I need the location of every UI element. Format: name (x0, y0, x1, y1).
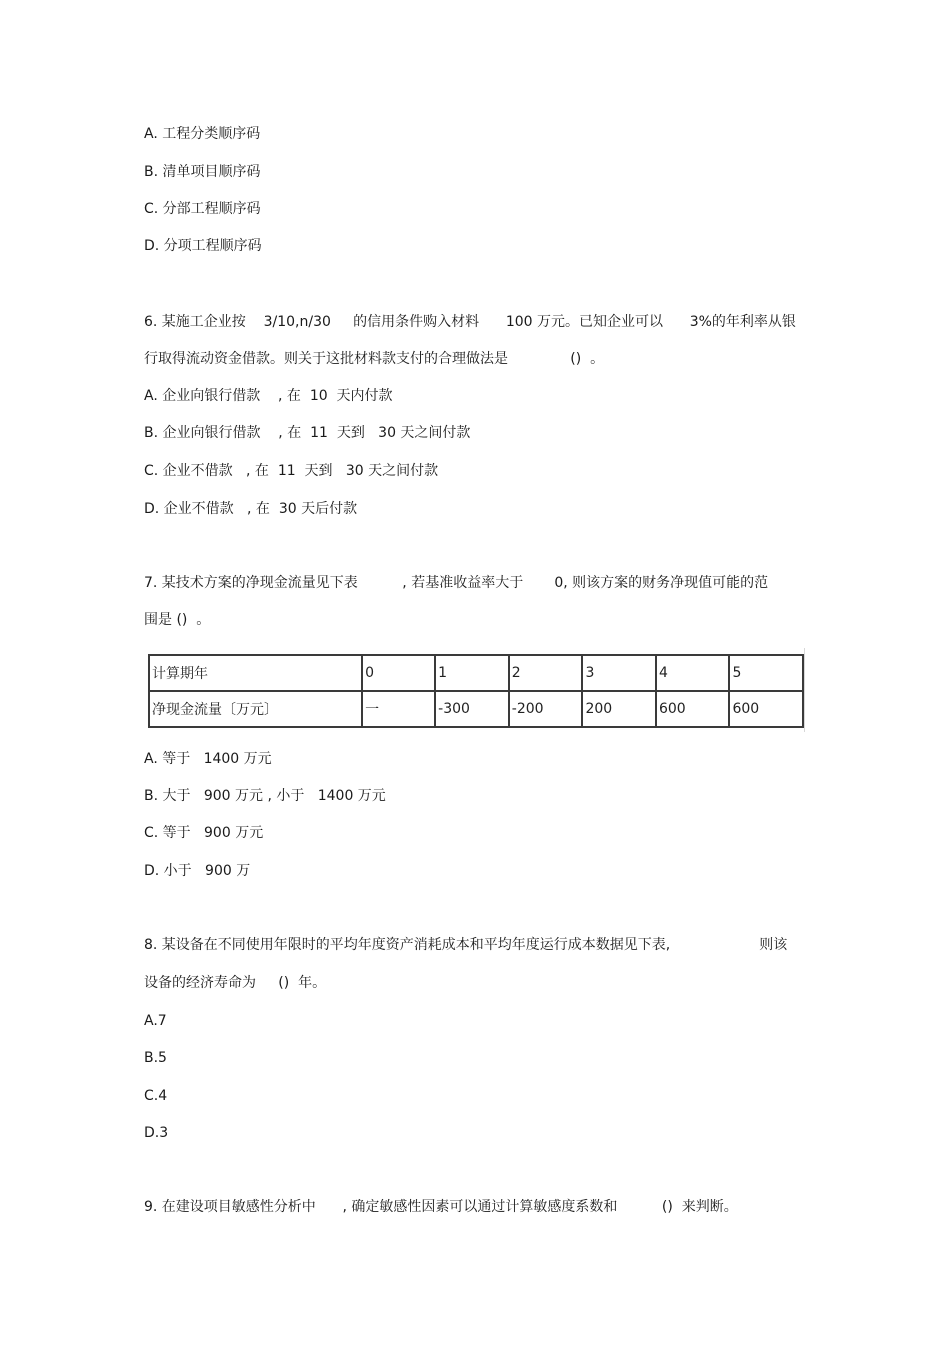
q7-stem-line1: 7. 某技术方案的净现金流量见下表 , 若基准收益率大于 0, 则该方案的财务净现值可能的范 (144, 575, 769, 591)
q6-stem-line1: 6. 某施工企业按 3/10,n/30 的信用条件购入材料 100 万元。已知企业可以 3%的年利率从银 (144, 314, 796, 330)
q6-stem-line2: 行取得流动资金借款。则关于这批材料款支付的合理做法是 () 。 (144, 351, 605, 367)
cash-flow-table-image (144, 648, 805, 732)
table-cell: 600 (729, 691, 803, 727)
table-cell: 2 (509, 655, 583, 691)
q7-stem-line2: 围是 () 。 (144, 612, 211, 628)
table-row-period (149, 655, 803, 691)
q8-option-b: B.5 (144, 1050, 167, 1066)
q5-option-c: C. 分部工程顺序码 (144, 201, 261, 217)
table-cell: 5 (729, 655, 803, 691)
table-cell: -300 (435, 691, 509, 727)
q6-option-d: D. 企业不借款 , 在 30 天后付款 (144, 501, 358, 517)
table-header-period: 计算期年 (149, 655, 362, 691)
q8-option-c: C.4 (144, 1088, 168, 1104)
table-cell: 3 (582, 655, 656, 691)
q6-option-c: C. 企业不借款 , 在 11 天到 30 天之间付款 (144, 463, 439, 479)
q7-option-a: A. 等于 1400 万元 (144, 751, 272, 767)
q8-option-d: D.3 (144, 1125, 169, 1141)
table-cell: -200 (509, 691, 583, 727)
q7-option-d: D. 小于 900 万 (144, 863, 251, 879)
table-cell: 0 (362, 655, 435, 691)
q6-option-b: B. 企业向银行借款 , 在 11 天到 30 天之间付款 (144, 425, 471, 441)
q6-option-a: A. 企业向银行借款 , 在 10 天内付款 (144, 388, 393, 404)
q5-option-b: B. 清单项目顺序码 (144, 164, 261, 180)
q5-option-a: A. 工程分类顺序码 (144, 126, 261, 142)
q5-option-d: D. 分项工程顺序码 (144, 238, 262, 254)
table-cell: 600 (656, 691, 730, 727)
q8-option-a: A.7 (144, 1013, 167, 1029)
table-cell: 1 (435, 655, 509, 691)
q8-stem-line1: 8. 某设备在不同使用年限时的平均年度资产消耗成本和平均年度运行成本数据见下表, 则该 (144, 937, 788, 953)
table-cell: 200 (582, 691, 656, 727)
q8-stem-line2: 设备的经济寿命为 () 年。 (144, 975, 327, 991)
table-cell: 4 (656, 655, 730, 691)
table-row-cash-flow (149, 691, 803, 727)
q7-option-c: C. 等于 900 万元 (144, 825, 264, 841)
cash-flow-table (148, 654, 804, 728)
q9-stem-line1: 9. 在建设项目敏感性分析中 , 确定敏感性因素可以通过计算敏感度系数和 () 来判断。 (144, 1199, 738, 1215)
q7-option-b: B. 大于 900 万元 , 小于 1400 万元 (144, 788, 386, 804)
table-header-cash-flow: 净现金流量〔万元〕 (149, 691, 362, 727)
table-cell: 一 (362, 691, 435, 727)
